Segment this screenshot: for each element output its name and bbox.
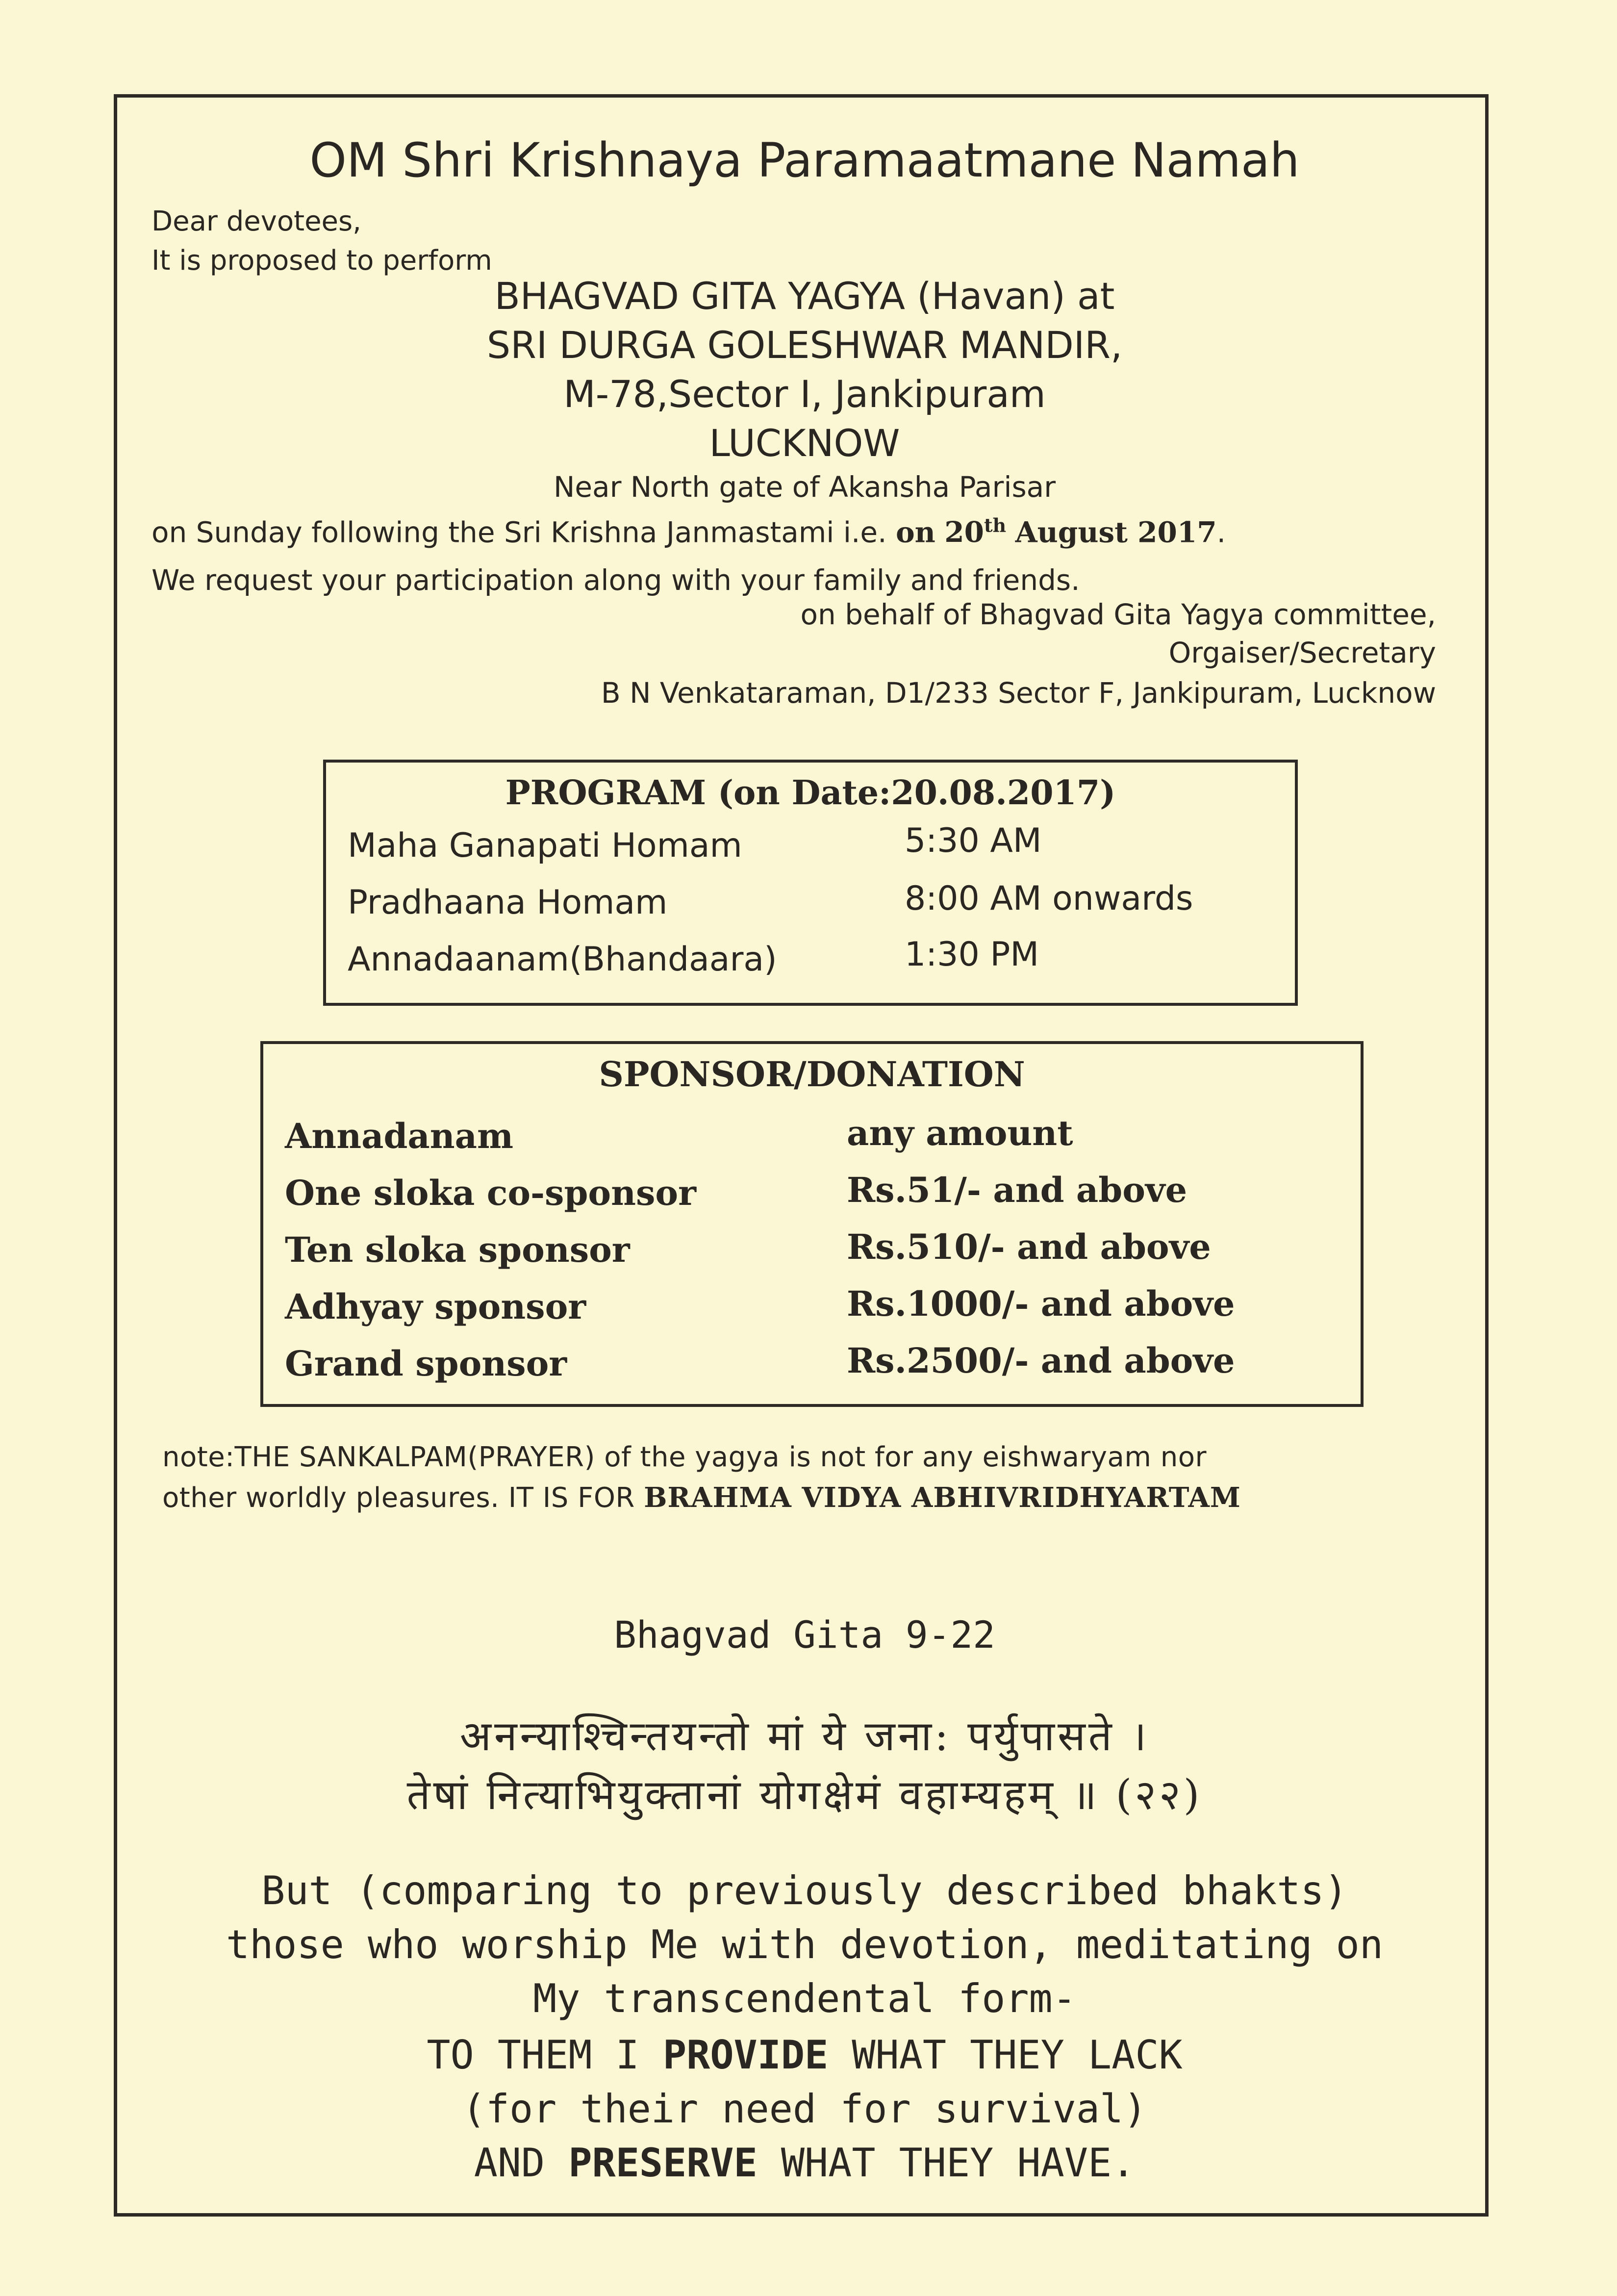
note-prefix: other worldly pleasures. IT IS FOR bbox=[162, 1482, 635, 1514]
page-title: OM Shri Krishnaya Paramaatmane Namah bbox=[309, 133, 1300, 188]
note-emphasis: BRAHMA VIDYA ABHIVRIDHYARTAM bbox=[644, 1481, 1241, 1514]
translation-line: those who worship Me with devotion, meditating on bbox=[226, 1922, 1384, 1967]
signature-behalf: on behalf of Bhagvad Gita Yagya committee, bbox=[800, 598, 1436, 631]
note-line bbox=[162, 1481, 1241, 1514]
date-day-suffix: th bbox=[984, 514, 1007, 536]
temple-address: M-78,Sector I, Jankipuram bbox=[563, 372, 1046, 416]
translation-line: But (comparing to previously described bhakts) bbox=[261, 1868, 1348, 1913]
date-on: on bbox=[895, 515, 935, 549]
sponsor-item-amount: Rs.51/- and above bbox=[847, 1170, 1187, 1210]
translation-line: AND PRESERVE WHAT THEY HAVE. bbox=[474, 2140, 1136, 2186]
sanskrit-verse-line: तेषां नित्याभियुक्तानां योगक्षेमं वहाम्यहम् ॥ (२२) bbox=[406, 1771, 1203, 1819]
date-prefix: on Sunday following the Sri Krishna Janmastami i.e. bbox=[152, 515, 887, 549]
program-item-label: Pradhaana Homam bbox=[348, 883, 668, 922]
signature-address: B N Venkataraman, D1/233 Sector F, Jankipuram, Lucknow bbox=[601, 676, 1436, 710]
landmark-text: Near North gate of Akansha Parisar bbox=[553, 470, 1056, 504]
sponsor-item-label: Annadanam bbox=[285, 1116, 514, 1156]
translation-line: (for their need for survival) bbox=[462, 2086, 1147, 2132]
salutation: Dear devotees, bbox=[152, 205, 361, 237]
translation-line: TO THEM I PROVIDE WHAT THEY LACK bbox=[427, 2032, 1183, 2078]
city-name: LUCKNOW bbox=[709, 421, 900, 465]
sponsor-item-amount: Rs.1000/- and above bbox=[847, 1283, 1235, 1324]
emphasis-preserve: PRESERVE bbox=[568, 2140, 758, 2186]
signature-role: Orgaiser/Secretary bbox=[1168, 636, 1436, 669]
emphasis-provide: PROVIDE bbox=[663, 2032, 829, 2078]
sponsor-item-label: One sloka co-sponsor bbox=[285, 1173, 696, 1213]
sponsor-item-label: Adhyay sponsor bbox=[285, 1286, 586, 1327]
date-end: . bbox=[1216, 515, 1226, 549]
event-date-line bbox=[152, 514, 1226, 549]
program-item-time: 8:00 AM onwards bbox=[905, 879, 1193, 918]
proposal-text: It is proposed to perform bbox=[152, 245, 492, 277]
verse-reference: Bhagvad Gita 9-22 bbox=[614, 1613, 995, 1657]
translation-line: My transcendental form- bbox=[533, 1976, 1076, 2021]
program-box bbox=[323, 760, 1298, 1006]
program-item-time: 5:30 AM bbox=[905, 821, 1042, 860]
request-text: We request your participation along with your family and friends. bbox=[152, 563, 1080, 597]
temple-name: SRI DURGA GOLESHWAR MANDIR, bbox=[486, 323, 1123, 367]
date-month-year: August 2017 bbox=[1015, 515, 1217, 549]
event-name: BHAGVAD GITA YAGYA (Havan) at bbox=[494, 274, 1115, 318]
program-item-label: Annadaanam(Bhandaara) bbox=[348, 940, 777, 979]
sponsor-title: SPONSOR/DONATION bbox=[599, 1054, 1025, 1095]
date-day: 20th bbox=[944, 514, 1007, 549]
program-item-label: Maha Ganapati Homam bbox=[348, 826, 742, 865]
note-line: note:THE SANKALPAM(PRAYER) of the yagya is not for any eishwaryam nor bbox=[162, 1441, 1207, 1473]
sanskrit-verse-line: अनन्याश्चिन्तयन्तो मां ये जना: पर्युपासते । bbox=[459, 1712, 1150, 1760]
sponsor-item-label: Grand sponsor bbox=[285, 1343, 567, 1384]
sponsor-item-amount: Rs.2500/- and above bbox=[847, 1340, 1235, 1381]
sponsor-item-label: Ten sloka sponsor bbox=[285, 1229, 630, 1270]
program-title: PROGRAM (on Date:20.08.2017) bbox=[505, 773, 1116, 813]
sponsor-box bbox=[260, 1041, 1364, 1407]
invitation-frame bbox=[114, 94, 1489, 2217]
sponsor-item-amount: any amount bbox=[847, 1113, 1073, 1153]
program-item-time: 1:30 PM bbox=[905, 935, 1039, 974]
sponsor-item-amount: Rs.510/- and above bbox=[847, 1226, 1211, 1267]
